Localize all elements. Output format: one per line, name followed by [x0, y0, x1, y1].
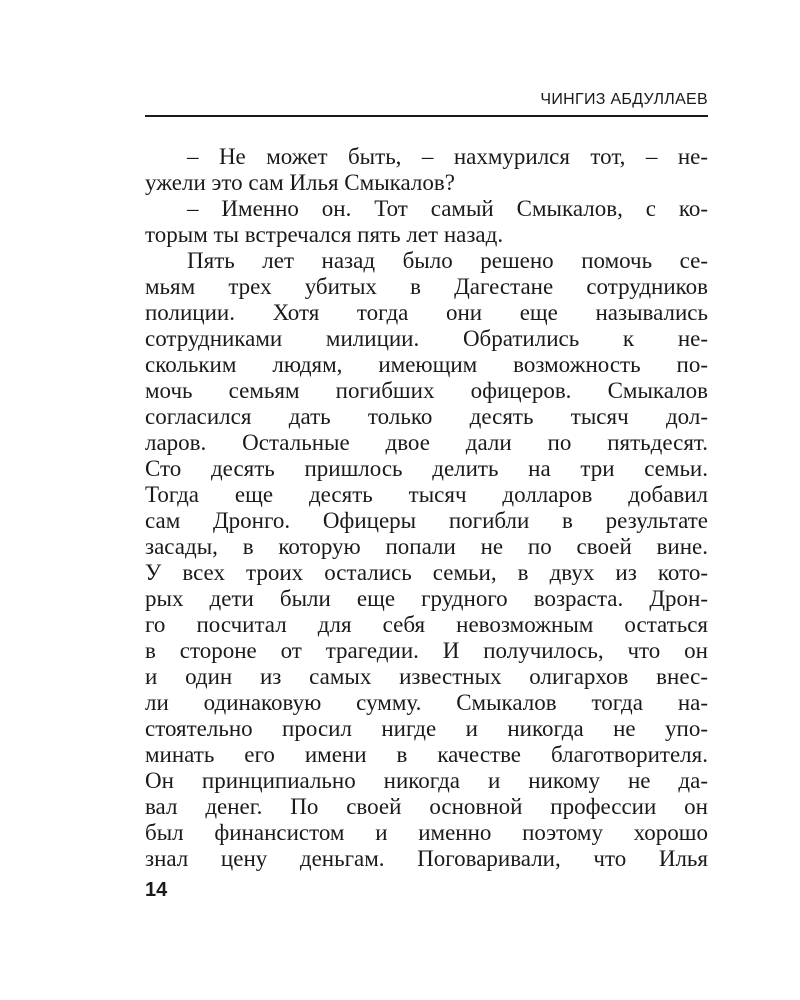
text-line: согласился дать только десять тысяч дол-: [145, 404, 708, 429]
text-line: го посчитал для себя невозможным остаться: [145, 612, 708, 637]
text-line: – Именно он. Тот самый Смыкалов, с ко-: [187, 196, 708, 221]
text-line: Пять лет назад было решено помочь се-: [187, 248, 708, 273]
text-line: У всех троих остались семьи, в двух из кото-: [145, 560, 708, 585]
text-line: скольким людям, имеющим возможность по-: [145, 352, 708, 377]
text-line: сотрудниками милиции. Обратились к не-: [145, 326, 708, 351]
text-line: – Не может быть, – нахмурился тот, – не-: [187, 144, 708, 169]
text-line: торым ты встречался пять лет назад.: [145, 222, 504, 247]
text-line: рых дети были еще грудного возраста. Дрон-: [145, 586, 708, 611]
text-line: вал денег. По своей основной профессии он: [145, 794, 708, 819]
header-rule: [145, 115, 708, 117]
text-line: в стороне от трагедии. И получилось, что он: [145, 638, 708, 663]
text-line: минать его имени в качестве благотворителя.: [145, 742, 708, 767]
text-line: Сто десять пришлось делить на три семьи.: [145, 456, 708, 481]
text-line: знал цену деньгам. Поговаривали, что Илья: [145, 846, 708, 871]
text-line: полиции. Хотя тогда они еще назывались: [145, 300, 708, 325]
running-header-author: ЧИНГИЗ АБДУЛЛАЕВ: [540, 91, 708, 108]
text-line: и один из самых известных олигархов внес-: [145, 664, 708, 689]
text-line: Тогда еще десять тысяч долларов добавил: [145, 482, 708, 507]
body-text: [145, 144, 708, 872]
text-line: мьям трех убитых в Дагестане сотрудников: [145, 274, 708, 299]
text-line: засады, в которую попали не по своей вине.: [145, 534, 708, 559]
text-line: сам Дронго. Офицеры погибли в результате: [145, 508, 708, 533]
text-line: стоятельно просил нигде и никогда не упо-: [145, 716, 708, 741]
text-line: ужели это сам Илья Смыкалов?: [145, 170, 455, 195]
text-line: ларов. Остальные двое дали по пятьдесят.: [145, 430, 708, 455]
text-line: был финансистом и именно поэтому хорошо: [145, 820, 708, 845]
text-line: Он принципиально никогда и никому не да-: [145, 768, 708, 793]
text-line: мочь семьям погибших офицеров. Смыкалов: [145, 378, 708, 403]
page-number: 14: [145, 879, 168, 901]
text-line: ли одинаковую сумму. Смыкалов тогда на-: [145, 690, 708, 715]
